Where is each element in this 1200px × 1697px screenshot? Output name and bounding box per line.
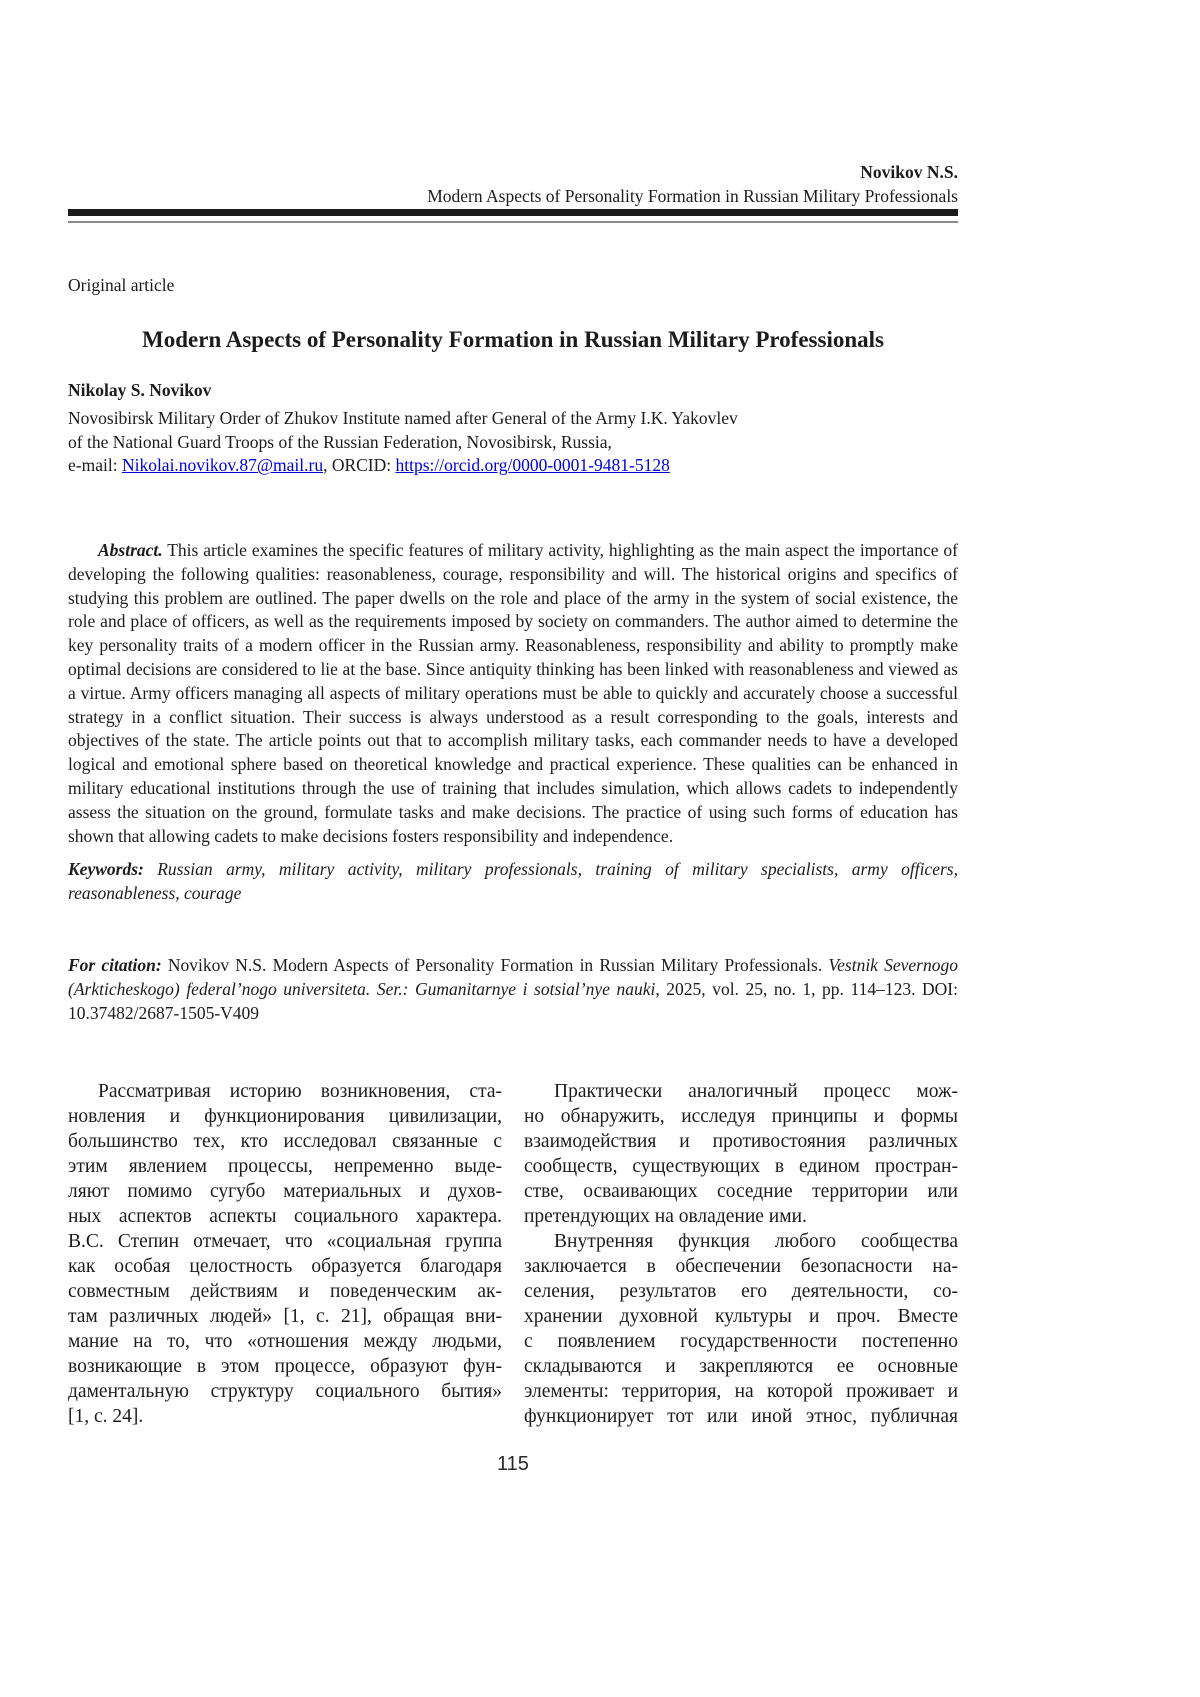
affiliation: [68, 407, 958, 455]
journal-name: Vestnik Severnogo (Arkticheskogo) federal’nogo universiteta. Ser.: Gumanitarnye i sotsial’nye nauki: [68, 955, 958, 999]
text-line: заключается в обеспечении безопасности на-: [524, 1256, 958, 1277]
text-line: совместным действиям и поведенческим ак-: [68, 1281, 502, 1302]
text-line: как особая целостность образуется благодаря: [68, 1256, 502, 1277]
orcid-link[interactable]: https://orcid.org/0000-0001-9481-5128: [395, 455, 670, 476]
text-line: там различных людей» [1, с. 21], обращая вни-: [68, 1306, 502, 1327]
page-title: Modern Aspects of Personality Formation in Russian Military Professionals: [142, 327, 884, 352]
left-column: [68, 1079, 502, 1429]
text-line: Внутренняя функция любого сообщества: [554, 1231, 958, 1252]
text-line: большинство тех, кто исследовал связанные с: [68, 1131, 502, 1152]
text-line: Практически аналогичный процесс мож-: [554, 1081, 958, 1102]
text-line: ляют помимо сугубо материальных и духов-: [68, 1181, 502, 1202]
abstract-text: This article examines the specific features of military activity, highlighting as the main aspect the importance of developing the following qualities: reasonableness, courage, responsibility and will. The historical origins and specifics of studying this problem are outlined. The paper dwells on the role and place of the army in the system of social existence, the role and place of officers, as well as the requirements imposed by society on commanders. The author aimed to determine the key personality traits of a modern officer in the Russian army. Reasonableness, responsibility and ability to promptly make optimal decisions are considered to lie at the base. Since antiquity thinking has been linked with reasonableness and viewed as a virtue. Army officers managing all aspects of military operations must be able to quickly and accurately choose a successful strategy in a conflict situation. Their success is always understood as a result corresponding to the goals, interests and objectives of the state. The article points out that to accomplish military tasks, each commander needs to have a developed logical and emotional sphere based on theoretical knowledge and practical experience. These qualities can be enhanced in military educational institutions through the use of training that includes simulation, which allows cadets to independently assess the situation on the ground, formulate tasks and make decisions. The practice of using such forms of education has shown that allowing cadets to make decisions fosters responsibility and independence.: [68, 540, 958, 846]
text-line: этим явлением процессы, непременно выде-: [68, 1156, 502, 1177]
body-columns: [68, 1079, 958, 1429]
abstract-label: Abstract.: [98, 540, 163, 560]
text-line: мание на то, что «отношения между людьми,: [68, 1331, 502, 1352]
text-line: новления и функционирования цивилизации,: [68, 1106, 502, 1127]
page-number: 115: [497, 1453, 529, 1475]
citation-text-before: Novikov N.S. Modern Aspects of Personality Formation in Russian Military Professionals.: [161, 955, 829, 975]
text-line: элементы: территория, на которой проживает и: [524, 1381, 958, 1402]
text-line: складываются и закрепляются ее основные: [524, 1356, 958, 1377]
abstract-paragraph: [68, 539, 958, 848]
text-line: претендующих на овладение ими.: [524, 1206, 807, 1227]
text-line: сообществ, существующих в едином простран-: [524, 1156, 958, 1177]
running-head-author: Novikov N.S.: [860, 162, 958, 182]
text-line: но обнаружить, исследуя принципы и формы: [524, 1106, 958, 1127]
keywords-text: Russian army, military activity, military professionals, training of military specialists, army officers, reasonableness, courage: [68, 859, 958, 904]
text-line: с появлением государственности постепенно: [524, 1331, 958, 1352]
orcid-label: , ORCID:: [323, 455, 396, 476]
header-rule-thin: [68, 221, 958, 223]
text-line: хранении духовной культуры и проч. Вместе: [524, 1306, 958, 1327]
running-head: [68, 161, 958, 208]
text-line: [1, с. 24].: [68, 1406, 144, 1427]
article-type-label: Original article: [68, 275, 175, 295]
citation-text-after: , 2025, vol. 25, no. 1, pp. 114–123. DOI: 10.37482/2687-1505-V409: [68, 978, 958, 1023]
text-line: функционирует тот или иной этнос, публичная: [524, 1406, 958, 1427]
text-line: даментальную структуру социального бытия»: [68, 1381, 502, 1402]
text-line: ных аспектов аспекты социального характера.: [68, 1206, 502, 1227]
contact-line: [68, 454, 958, 478]
abstract-section: [68, 539, 958, 906]
header-rule-thick: [68, 209, 958, 216]
email-label: e-mail:: [68, 455, 122, 476]
keywords-label: Keywords:: [68, 859, 144, 880]
citation-paragraph: [68, 954, 958, 1025]
author-name: Nikolay S. Novikov: [68, 380, 212, 400]
text-line: возникающие в этом процессе, образуют фун-: [68, 1356, 502, 1377]
text-line: стве, осваивающих соседние территории или: [524, 1181, 958, 1202]
author-block: [68, 379, 958, 478]
text-line: Novosibirsk Military Order of Zhukov Institute named after General of the Army I.K. Yakovlev: [68, 407, 738, 428]
right-column: [524, 1079, 958, 1429]
email-link[interactable]: Nikolai.novikov.87@mail.ru: [121, 455, 324, 476]
text-line: Рассматривая историю возникновения, ста-: [98, 1081, 502, 1102]
text-line: взаимодействия и противостояния различных: [524, 1131, 958, 1152]
citation-label: For citation:: [68, 955, 162, 975]
text-line: В.С. Степин отмечает, что «социальная группа: [68, 1231, 502, 1252]
text-line: of the National Guard Troops of the Russian Federation, Novosibirsk, Russia,: [68, 431, 612, 452]
text-line: селения, результатов его деятельности, со-: [524, 1281, 958, 1302]
keywords-paragraph: [68, 858, 958, 906]
running-head-title: Modern Aspects of Personality Formation in Russian Military Professionals: [427, 185, 958, 206]
